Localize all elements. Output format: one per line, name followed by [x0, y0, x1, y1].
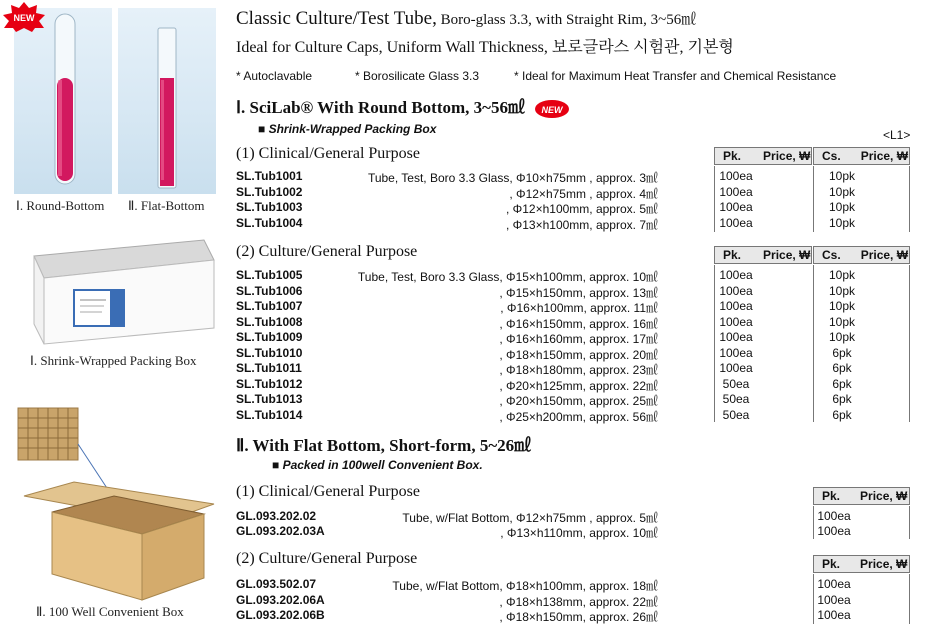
case-quantity: 10pk [828, 283, 856, 298]
product-description: , Φ16×h100mm, approx. 11㎖ [500, 301, 658, 315]
product-description: , Φ16×h150mm, approx. 16㎖ [499, 316, 658, 331]
table-row [236, 268, 916, 283]
section2-sub2-pk-header [813, 555, 910, 573]
price-label: Price, ₩ [860, 489, 908, 503]
product-code: SL.Tub1003 [236, 200, 303, 214]
pack-quantity: 100ea [817, 608, 851, 622]
shrink-wrapped-box-image [14, 238, 218, 350]
product-code: SL.Tub1005 [236, 268, 303, 282]
product-code: SL.Tub1013 [236, 392, 303, 406]
section1-sub2-cs-header [813, 246, 910, 264]
table-row [236, 315, 916, 330]
product-code: SL.Tub1014 [236, 407, 303, 422]
pack-quantity: 100ea [719, 345, 753, 360]
table-row [236, 392, 916, 407]
product-code: SL.Tub1009 [236, 330, 303, 344]
new-small-badge-icon [535, 100, 569, 118]
product-code: GL.093.502.07 [236, 577, 317, 591]
cs-label: Cs. [822, 149, 841, 163]
new-badge-text: NEW [13, 13, 35, 23]
pk-label: Pk. [723, 149, 742, 163]
table-row [236, 284, 916, 299]
product-code: GL.093.202.06B [236, 608, 325, 622]
product-description: Tube, w/Flat Bottom, Φ18×h100mm, approx. 18㎖ [392, 579, 658, 593]
table-row [236, 524, 916, 539]
well-convenient-box-image [14, 404, 218, 602]
price-label: Price, ₩ [860, 248, 909, 262]
price-label: Price, ₩ [860, 149, 909, 163]
pack-quantity: 100ea [719, 200, 753, 214]
pack-quantity: 100ea [719, 361, 753, 375]
section2-sub2-title: (2) Culture/General Purpose [236, 550, 418, 567]
catalog-tag: <L1> [883, 128, 911, 142]
table-row [236, 185, 916, 200]
case-quantity: 10pk [828, 299, 856, 313]
product-code: SL.Tub1001 [236, 169, 303, 183]
flat-bottom-tube-image [118, 8, 216, 194]
case-quantity: 10pk [828, 268, 856, 282]
table-row [236, 509, 916, 524]
table-row [236, 346, 916, 361]
product-description: , Φ16×h160mm, approx. 17㎖ [499, 332, 658, 346]
pack-quantity: 100ea [719, 299, 753, 313]
case-quantity: 6pk [832, 361, 852, 375]
product-description: , Φ12×h100mm, approx. 5㎖ [506, 202, 658, 216]
case-quantity: 10pk [828, 330, 856, 344]
price-label: Price, ₩ [860, 557, 908, 571]
caption-flat-bottom: Ⅱ. Flat-Bottom [128, 198, 205, 213]
case-quantity: 10pk [828, 169, 856, 183]
feature-borosilicate: * Borosilicate Glass 3.3 [355, 69, 480, 83]
product-code: SL.Tub1004 [236, 215, 303, 230]
product-code: GL.093.202.02 [236, 509, 317, 523]
page-subtitle: Ideal for Culture Caps, Uniform Wall Thickness, 보로글라스 시험관, 기본형 [236, 39, 734, 56]
section1-packing-note: ■ Shrink-Wrapped Packing Box [258, 122, 437, 136]
new-badge-icon [2, 2, 46, 32]
section2-title: Ⅱ. With Flat Bottom, Short-form, 5~26㎖ [236, 436, 532, 455]
price-label: Price, ₩ [763, 149, 811, 163]
product-description: , Φ12×h75mm , approx. 4㎖ [509, 186, 658, 201]
product-code: SL.Tub1007 [236, 299, 303, 313]
price-label: Price, ₩ [763, 248, 811, 262]
product-description: , Φ18×h180mm, approx. 23㎖ [499, 363, 658, 377]
title-main: Classic Culture/Test Tube, [236, 8, 437, 29]
pk-label: Pk. [822, 557, 841, 571]
product-code: SL.Tub1010 [236, 345, 303, 360]
product-code: GL.093.202.06A [236, 592, 325, 607]
title-tail: Boro-glass 3.3, with Straight Rim, 3~56㎖ [436, 12, 697, 28]
table-row [236, 593, 916, 608]
section2-sub1-pk-header [813, 487, 910, 505]
pack-quantity: 100ea [719, 184, 753, 199]
pk-label: Pk. [822, 489, 841, 503]
product-code: GL.093.202.03A [236, 524, 325, 538]
table-row [236, 608, 916, 623]
section1-sub1-cs-header [813, 147, 910, 165]
table-row [236, 299, 916, 314]
case-quantity: 6pk [832, 376, 852, 391]
table-row [236, 377, 916, 392]
product-description: , Φ18×h138mm, approx. 22㎖ [499, 594, 658, 609]
feature-autoclavable: * Autoclavable [236, 69, 313, 83]
product-description: , Φ18×h150mm, approx. 26㎖ [499, 610, 658, 624]
table-row [236, 216, 916, 231]
pack-quantity: 50ea [722, 407, 750, 422]
case-quantity: 6pk [832, 345, 852, 360]
section1-title-text: Ⅰ. SciLab® With Round Bottom, 3~56㎖ [236, 98, 526, 117]
pack-quantity: 100ea [719, 268, 753, 282]
table-row [236, 577, 916, 592]
section1-sub2-pk-header [714, 246, 812, 264]
pack-quantity: 100ea [719, 283, 753, 298]
product-description: , Φ13×h110mm, approx. 10㎖ [500, 526, 658, 540]
section1-sub1-title: (1) Clinical/General Purpose [236, 145, 420, 162]
pk-label: Pk. [723, 248, 742, 262]
cs-label: Cs. [822, 248, 841, 262]
pack-quantity: 100ea [817, 524, 851, 538]
section1-sub2-title: (2) Culture/General Purpose [236, 243, 418, 260]
table-row [236, 361, 916, 376]
case-quantity: 10pk [828, 184, 856, 199]
table-row [236, 408, 916, 423]
table-row [236, 200, 916, 215]
new-small-badge-text: NEW [541, 105, 563, 116]
case-quantity: 6pk [832, 407, 852, 422]
product-description: Tube, Test, Boro 3.3 Glass, Φ10×h75mm , approx. 3㎖ [367, 171, 658, 185]
caption-round-bottom: Ⅰ. Round-Bottom [16, 198, 105, 213]
pack-quantity: 100ea [719, 314, 753, 329]
section1-title [236, 93, 569, 118]
pack-quantity: 100ea [719, 169, 753, 183]
product-code: SL.Tub1006 [236, 283, 303, 298]
product-code: SL.Tub1002 [236, 184, 303, 199]
product-code: SL.Tub1008 [236, 314, 303, 329]
round-bottom-tube-image [14, 8, 112, 194]
feature-heat-transfer: * Ideal for Maximum Heat Transfer and Chemical Resistance [514, 69, 837, 83]
pack-quantity: 100ea [719, 215, 753, 230]
product-description: , Φ20×h125mm, approx. 22㎖ [499, 378, 658, 393]
pack-quantity: 50ea [722, 392, 750, 406]
section1-sub1-pk-header [714, 147, 812, 165]
product-code: SL.Tub1012 [236, 376, 303, 391]
product-description: , Φ18×h150mm, approx. 20㎖ [499, 347, 658, 362]
product-description: , Φ15×h150mm, approx. 13㎖ [499, 285, 658, 300]
pack-quantity: 100ea [719, 330, 753, 344]
product-description: Tube, w/Flat Bottom, Φ12×h75mm , approx. 5㎖ [402, 511, 658, 525]
section2-sub1-title: (1) Clinical/General Purpose [236, 483, 420, 500]
product-description: , Φ13×h100mm, approx. 7㎖ [506, 217, 658, 232]
caption-shrink-box: Ⅰ. Shrink-Wrapped Packing Box [30, 353, 197, 368]
case-quantity: 10pk [828, 314, 856, 329]
pack-quantity: 100ea [817, 577, 851, 591]
section2-packing-note: ■ Packed in 100well Convenient Box. [272, 458, 483, 472]
product-description: , Φ25×h200mm, approx. 56㎖ [499, 409, 658, 424]
case-quantity: 10pk [828, 215, 856, 230]
table-row [236, 169, 916, 184]
page-title [236, 8, 696, 30]
product-description: , Φ20×h150mm, approx. 25㎖ [499, 394, 658, 408]
pack-quantity: 50ea [722, 376, 750, 391]
table-row [236, 330, 916, 345]
pack-quantity: 100ea [817, 592, 851, 607]
product-code: SL.Tub1011 [236, 361, 302, 375]
product-description: Tube, Test, Boro 3.3 Glass, Φ15×h100mm, approx. 10㎖ [357, 270, 658, 284]
pack-quantity: 100ea [817, 509, 851, 523]
case-quantity: 10pk [828, 200, 856, 214]
case-quantity: 6pk [832, 392, 852, 406]
caption-well-box: Ⅱ. 100 Well Convenient Box [36, 604, 184, 619]
